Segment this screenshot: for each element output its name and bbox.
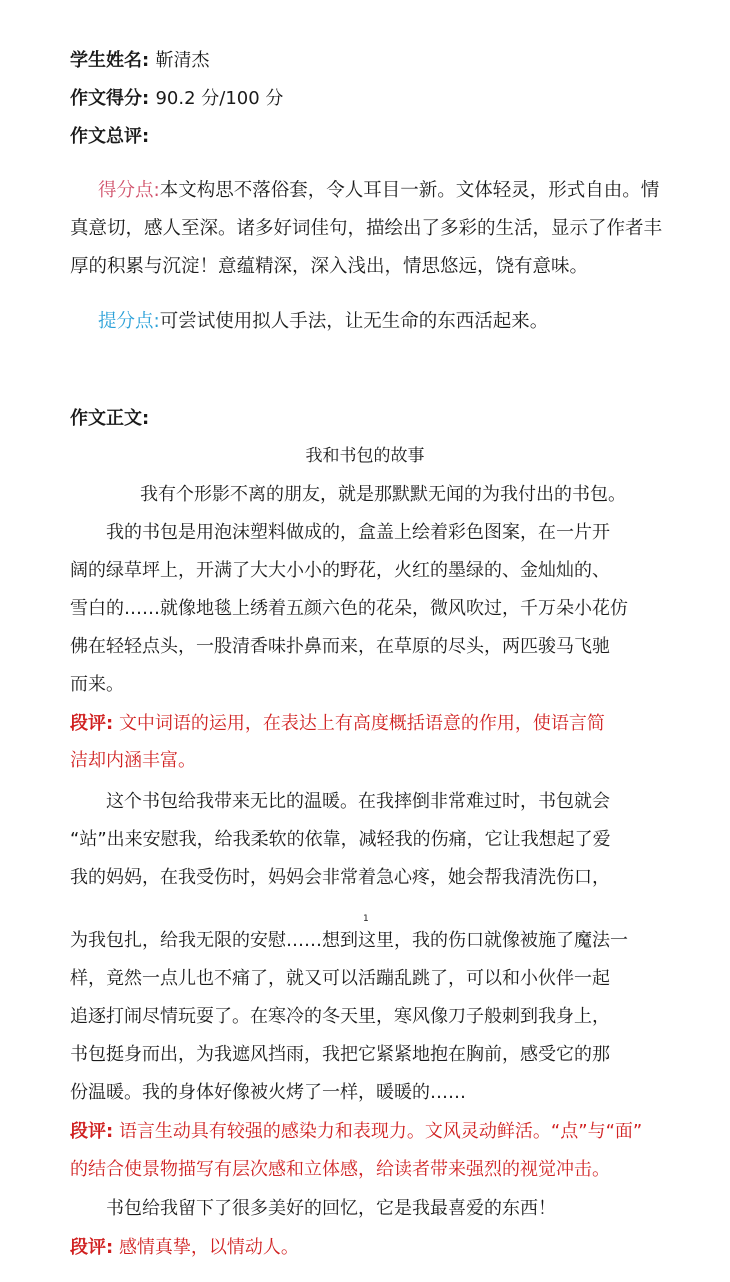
- remark-text: 文中词语的运用，在表达上有高度概括语意的作用，使语言简: [118, 713, 605, 734]
- essay-score-row: [70, 84, 283, 110]
- essay-line: 我的妈妈，在我受伤时，妈妈会非常着急心疼，她会帮我清洗伤口，: [70, 867, 610, 888]
- remark-label: 段评:: [70, 713, 114, 734]
- essay-line: 份温暖。我的身体好像被火烤了一样，暖暖的……: [70, 1082, 466, 1103]
- essay-body-label: 作文正文:: [70, 408, 150, 429]
- improve-points-paragraph: [70, 303, 670, 341]
- essay-line: 书包挺身而出，为我遮风挡雨，我把它紧紧地抱在胸前，感受它的那: [70, 1044, 610, 1065]
- essay-title: 我和书包的故事: [305, 446, 425, 466]
- page-number: 1: [363, 914, 369, 924]
- remark-text: 语言生动具有较强的感染力和表现力。文风灵动鲜活。“点”与“面”: [118, 1121, 643, 1142]
- essay-line: 而来。: [70, 674, 124, 695]
- improve-points-label: 提分点:: [98, 311, 160, 332]
- paragraph-remark: [70, 709, 605, 735]
- score-points-label: 得分点:: [98, 180, 160, 201]
- improve-points-text: 可尝试使用拟人手法，让无生命的东西活起来。: [159, 311, 549, 332]
- remark-label: 段评:: [70, 1237, 114, 1258]
- essay-line: 阔的绿草坪上，开满了大大小小的野花，火红的墨绿的、金灿灿的、: [70, 560, 610, 581]
- essay-line: “站”出来安慰我，给我柔软的依靠，减轻我的伤痛，它让我想起了爱: [70, 829, 611, 850]
- overall-evaluation-label: 作文总评:: [70, 126, 150, 147]
- student-name-row: [70, 46, 209, 72]
- remark-line: 洁却内涵丰富。: [70, 750, 196, 771]
- essay-line: 追逐打闹尽情玩耍了。在寒冷的冬天里，寒风像刀子般刺到我身上，: [70, 1006, 610, 1027]
- essay-line: 书包给我留下了很多美好的回忆，它是我最喜爱的东西！: [106, 1198, 556, 1219]
- essay-line: 样，竟然一点儿也不痛了，就又可以活蹦乱跳了，可以和小伙伴一起: [70, 968, 610, 989]
- essay-line: 我的书包是用泡沫塑料做成的，盒盖上绘着彩色图案，在一片开: [106, 522, 610, 543]
- essay-score-label: 作文得分:: [70, 88, 150, 109]
- paragraph-remark: [70, 1117, 642, 1143]
- essay-score-value: 90.2 分/100 分: [155, 88, 284, 109]
- paragraph-remark: [70, 1233, 299, 1259]
- essay-line: 雪白的……就像地毯上绣着五颜六色的花朵，微风吹过，千万朵小花仿: [70, 598, 628, 619]
- remark-label: 段评:: [70, 1121, 114, 1142]
- essay-line: 我有个形影不离的朋友，就是那默默无闻的为我付出的书包。: [140, 484, 626, 505]
- essay-line: 佛在轻轻点头，一股清香味扑鼻而来，在草原的尽头，两匹骏马飞驰: [70, 636, 610, 657]
- score-points-text: 本文构思不落俗套，令人耳目一新。文体轻灵，形式自由。情真意切，感人至深。诸多好词佳句，描绘出了多彩的生活，显示了作者丰厚的积累与沉淀！意蕴精深，深入浅出，情思悠远，饶有意味。: [70, 180, 663, 277]
- remark-text: 感情真挚，以情动人。: [118, 1237, 299, 1258]
- essay-line: 这个书包给我带来无比的温暖。在我摔倒非常难过时，书包就会: [106, 791, 610, 812]
- remark-line: 的结合使景物描写有层次感和立体感，给读者带来强烈的视觉冲击。: [70, 1159, 610, 1180]
- student-name-label: 学生姓名:: [70, 50, 150, 71]
- student-name-value: 靳清杰: [155, 50, 210, 71]
- essay-line: 为我包扎，给我无限的安慰……想到这里，我的伤口就像被施了魔法一: [70, 930, 628, 951]
- score-points-paragraph: [70, 172, 670, 286]
